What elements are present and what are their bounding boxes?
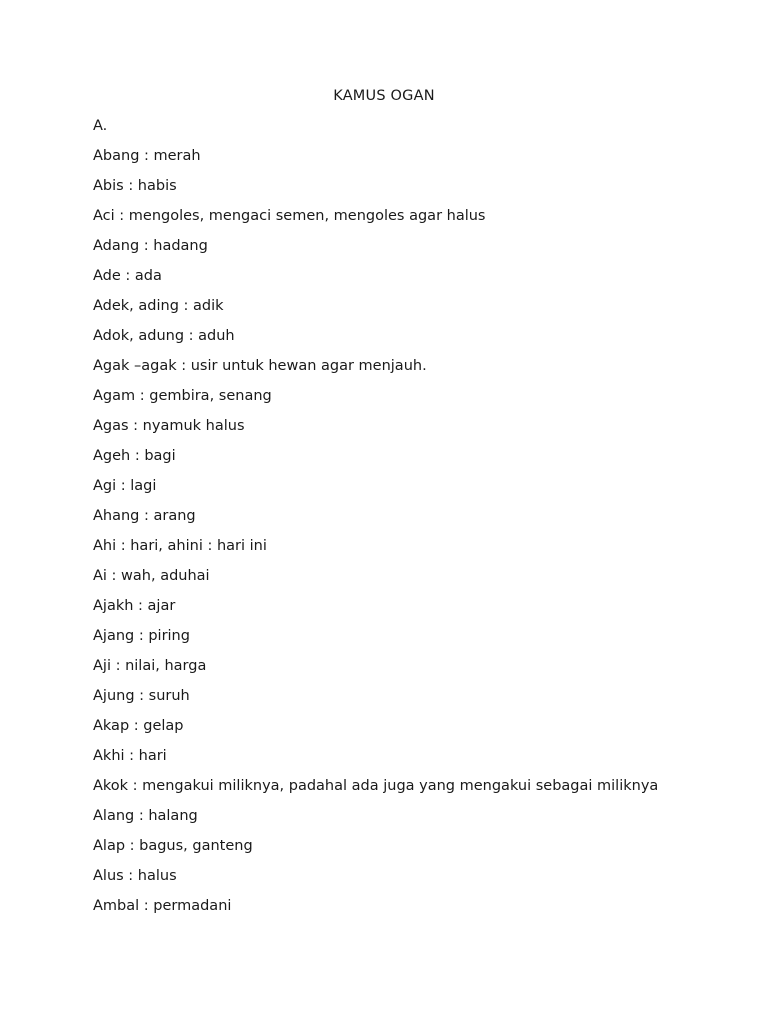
document-title: KAMUS OGAN: [333, 88, 435, 104]
dictionary-entry: Abang : merah: [93, 148, 201, 164]
dictionary-entry: Akap : gelap: [93, 718, 184, 734]
dictionary-entry: Adek, ading : adik: [93, 298, 224, 314]
dictionary-entry: Ajakh : ajar: [93, 598, 176, 614]
dictionary-entry: Agak –agak : usir untuk hewan agar menjauh.: [93, 358, 427, 374]
dictionary-entry: Abis : habis: [93, 178, 177, 194]
dictionary-entry: Ahi : hari, ahini : hari ini: [93, 538, 267, 554]
dictionary-entry: Ambal : permadani: [93, 898, 232, 914]
dictionary-entry: Agas : nyamuk halus: [93, 418, 245, 434]
dictionary-entry: Aci : mengoles, mengaci semen, mengoles agar halus: [93, 208, 486, 224]
dictionary-entry: Ai : wah, aduhai: [93, 568, 210, 584]
dictionary-entry: Ade : ada: [93, 268, 162, 284]
dictionary-entry: Aji : nilai, harga: [93, 658, 207, 674]
dictionary-entry: Agi : lagi: [93, 478, 157, 494]
dictionary-entry: Alang : halang: [93, 808, 198, 824]
dictionary-entry: Akhi : hari: [93, 748, 167, 764]
dictionary-entry: Adok, adung : aduh: [93, 328, 235, 344]
section-heading: A.: [93, 118, 108, 134]
dictionary-entry: Ajung : suruh: [93, 688, 190, 704]
dictionary-entry: Alus : halus: [93, 868, 177, 884]
dictionary-entry: Alap : bagus, ganteng: [93, 838, 253, 854]
dictionary-entry: Adang : hadang: [93, 238, 208, 254]
dictionary-entry: Akok : mengakui miliknya, padahal ada juga yang mengakui sebagai miliknya: [93, 778, 659, 794]
dictionary-entry: Ajang : piring: [93, 628, 190, 644]
dictionary-entry: Ahang : arang: [93, 508, 196, 524]
dictionary-entry-list: [93, 146, 658, 926]
dictionary-entry: Ageh : bagi: [93, 448, 176, 464]
dictionary-entry: Agam : gembira, senang: [93, 388, 272, 404]
